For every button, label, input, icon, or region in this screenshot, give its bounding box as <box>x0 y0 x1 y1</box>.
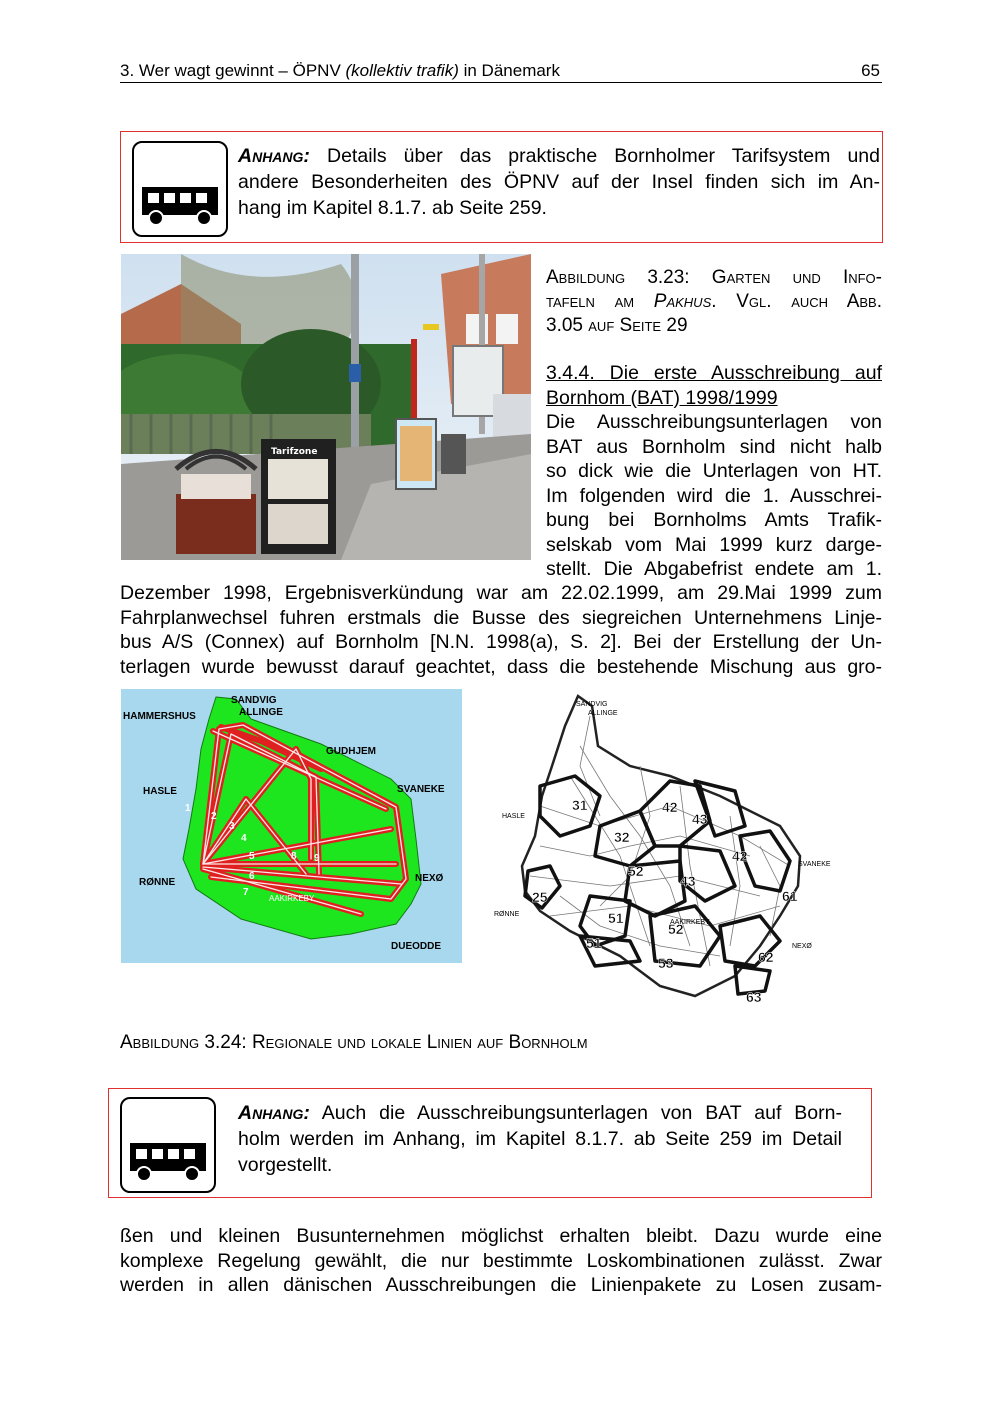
zone-31: 31 <box>572 797 588 813</box>
rmap-hasle: HASLE <box>502 813 525 820</box>
bus-icon <box>132 141 228 237</box>
route-5: 5 <box>249 851 255 862</box>
place-gudhjem: GUDHJEM <box>326 746 377 757</box>
zone-32: 32 <box>614 829 630 845</box>
appendix-note-text: Anhang: Details über das praktische Bornholmer Tarifsystem und andere Besonderheiten des ÖPNV auf der Insel finden sich im An- hang im Kapitel 8.1.7. ab Seite 259. <box>238 145 880 219</box>
route-6: 6 <box>249 871 255 882</box>
zone-25: 25 <box>532 889 548 905</box>
rmap-aakirkeby: AAKIRKEBY <box>670 919 710 926</box>
zone-51a: 51 <box>608 910 624 926</box>
place-ronne: RØNNE <box>139 877 176 888</box>
rmap-allinge: ALLINGE <box>588 710 618 717</box>
section-heading: 3.4.4. Die erste Ausschreibung auf <box>546 362 882 384</box>
figure-3-23-caption: Abbildung 3.23: Garten und Info- tafeln am Pakhus. Vgl. auch Abb. 3.05 auf Seite 29 <box>546 267 882 336</box>
rmap-ronne: RØNNE <box>494 911 520 918</box>
zone-53: 53 <box>658 955 674 971</box>
zone-52b: 52 <box>668 921 684 937</box>
closing-paragraph: ßen und kleinen Busunternehmen möglichst erhalten bleibt. Dazu wurde eine komplexe Regelung gewählt, die nur bestimmte Loskombinationen zulässt. Zwar werden in allen dänischen Ausschreibungen die Linienpakete zu Losen zusam- <box>120 1225 882 1296</box>
page-number: 65 <box>861 61 880 80</box>
sign-text: Tarifzone <box>271 447 318 457</box>
zone-61: 61 <box>782 888 798 904</box>
route-1: 1 <box>185 803 191 814</box>
place-svaneke: SVANEKE <box>397 784 445 795</box>
route-8: 8 <box>291 851 297 862</box>
place-allinge: ALLINGE <box>239 707 283 718</box>
route-2: 2 <box>211 811 217 822</box>
section-paragraph-wide: Dezember 1998, Ergebnisverkündung war am 22.02.1999, am 29.Mai 1999 zum Fahrplanwechsel fuhren erstmals die Busse des siegreichen Unternehmens Linje- bus A/S (Connex) auf Bornholm [N.N. 1998(a), S. 2]. Bei der Erstellung der Un- terlagen wurde bewusst darauf geachtet, dass die bestehende Mischung aus gro- <box>120 582 882 678</box>
figure-3-24-caption: Abbildung 3.24: Regionale und lokale Linien auf Bornholm <box>120 1032 588 1053</box>
route-7: 7 <box>243 887 249 898</box>
bus-icon-2 <box>120 1097 216 1193</box>
zone-43a: 43 <box>692 811 708 827</box>
zone-62: 62 <box>758 949 774 965</box>
section-heading-cont: Bornhom (BAT) 1998/1999 <box>546 386 778 409</box>
route-4: 4 <box>241 833 247 844</box>
place-aakirkeby: AAKIRKEBY <box>269 894 315 903</box>
garden-photo <box>121 254 531 560</box>
zone-43b: 43 <box>680 873 696 889</box>
appendix-note-text-2: Anhang: Auch die Ausschreibungsunterlagen von BAT auf Born- holm werden im Anhang, im Kapitel 8.1.7. ab Seite 259 im Detail vorgestellt. <box>238 1102 842 1176</box>
route-3: 3 <box>229 821 235 832</box>
zone-42a: 42 <box>662 799 678 815</box>
place-hasle: HASLE <box>143 786 177 797</box>
place-sandvig: SANDVIG <box>231 695 277 706</box>
rmap-svaneke: SVANEKE <box>798 861 831 868</box>
regional-lines-map <box>121 689 462 963</box>
zone-42b: 42 <box>732 848 748 864</box>
zone-51b: 51 <box>586 935 602 951</box>
section-3-4-4: 3.4.4. Die erste Ausschreibung auf Bornhom (BAT) 1998/1999 Die Ausschreibungsunterlagen von BAT aus Bornholm sind nicht halb so dick wie die Unterlagen von HT. Im folgenden wird die 1. Ausschrei- bung bei Bornholms Amts Trafik- selskab vom Mai 1999 kurz darge- stellt. Die Abgabefrist endete am 1. <box>546 362 882 580</box>
place-nexo: NEXØ <box>415 873 444 884</box>
zone-52a: 52 <box>628 863 644 879</box>
chapter-title: 3. Wer wagt gewinnt – ÖPNV (kollektiv trafik) in Dänemark <box>120 61 560 80</box>
route-9: 9 <box>314 853 320 864</box>
local-lines-map <box>480 686 840 1006</box>
rmap-nexo: NEXØ <box>792 943 812 950</box>
rmap-sandvig: SANDVIG <box>576 701 608 708</box>
place-hammershus: HAMMERSHUS <box>123 711 196 722</box>
place-dueodde: DUEODDE <box>391 941 442 952</box>
zone-63: 63 <box>746 989 762 1005</box>
running-header <box>120 60 882 83</box>
